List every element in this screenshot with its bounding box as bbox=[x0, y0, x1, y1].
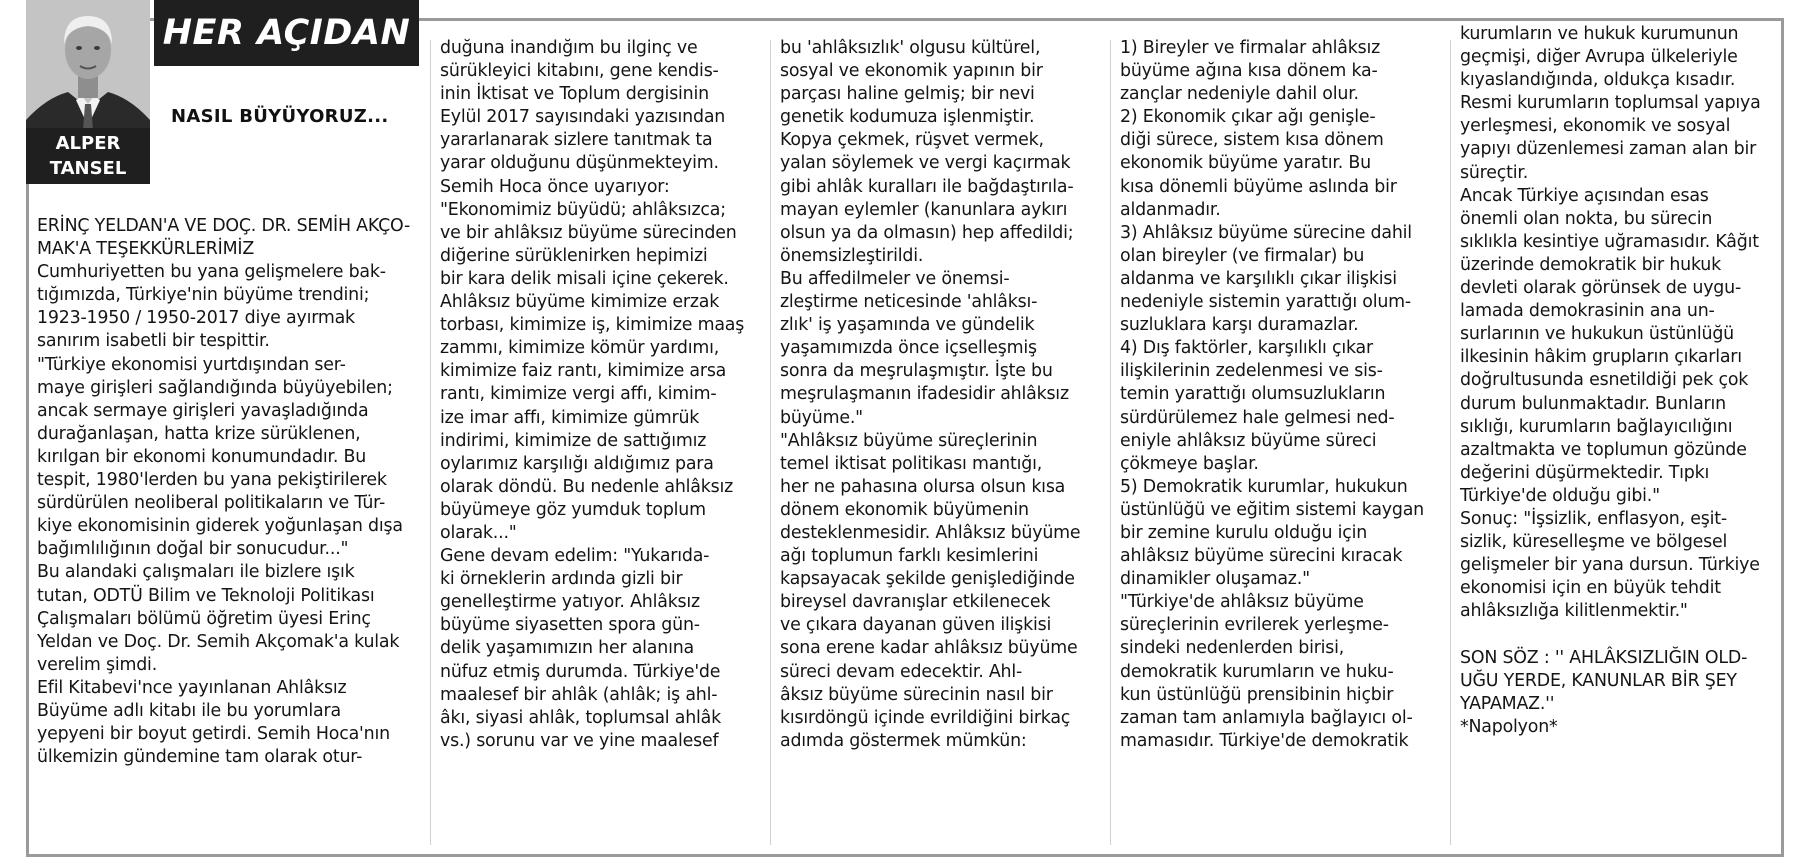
author-first-name: ALPER bbox=[55, 133, 121, 154]
column-divider bbox=[770, 40, 771, 845]
column-divider bbox=[1450, 40, 1451, 845]
article-column-4: 1) Bireyler ve firmalar ahlâksız büyüme ağına kısa dönem ka- zançlar nedeniyle dahil olur. 2) Ekonomik çıkar ağı genişle- diği sürece, sistem kısa dönem ekonomik büyüme yaratır. Bu kısa dönemli büyüme aslında bir aldanmadır. 3) Ahlâksız büyüme sürecine dahil olan bireyler (ve firmalar) bu aldanma ve karşılıklı çıkar ilişkisi nedeniyle sistemin yarattığı olum- suzluklara karşı duramazlar. 4) Dış faktörler, karşılıklı çıkar ilişkilerinin zedelenmesi ve sis- temin yarattığı olumsuzlukların sürdürülemez hale gelmesi ned- eniyle ahlâksız büyüme süreci çökmeye başlar. 5) Demokratik kurumlar, hukukun üstünlüğü ve eğitim sistemi kaygan bir zemine kurulu olduğu için ahlâksız büyüme sürecini kıracak dinamikler oluşamaz." "Türkiye'de ahlâksız büyüme süreçlerinin evrilerek yerleşme- sindeki nedenlerden birisi, demokratik kurumların ve huku- kun üstünlüğü prensibinin hiçbir zaman tam anlamıyla bağlayıcı ol- mamasıdır. Türkiye'de demokratik bbox=[1120, 38, 1424, 751]
article-column-3: bu 'ahlâksızlık' olgusu kültürel, sosyal ve ekonomik yapının bir parçası haline gelmiş; bir nevi genetik kodumuza işlenmiştir. Kopya çekmek, rüşvet vermek, yalan söylemek ve vergi kaçırmak gibi ahlâk kuralları ile bağdaştırıla- mayan eylemler (kanunlara aykırı olsun ya da olmasın) hep affedildi; önemsizleştirildi. Bu affedilmeler ve önemsi- zleştirme neticesinde 'ahlâksı- zlık' iş yaşamında ve gündelik yaşamımızda önce içselleşmiş sonra da meşrulaşmıştır. İşte bu meşrulaşmanın ifadesidir ahlâksız büyüme." "Ahlâksız büyüme süreçlerinin temel iktisat politikası mantığı, her ne pahasına olursa olsun kısa dönem ekonomik büyümenin desteklenmesidir. Ahlâksız büyüme ağı toplumun farklı kesimlerini kapsayacak şekilde genişlediğinde bireysel davranışlar etkilenecek ve çıkara dayanan güven ilişkisi sona erene kadar ahlâksız büyüme süreci devam edecektir. Ahl- âksız büyüme sürecinin nasıl bir kısırdöngü içinde evrildiğini birkaç adımda göstermek mümkün: bbox=[780, 38, 1081, 751]
article-column-5: kurumların ve hukuk kurumunun geçmişi, diğer Avrupa ülkeleriyle kıyaslandığında, oldukça kısadır. Resmi kurumların toplumsal yapıya yerleşmesi, ekonomik ve sosyal yapıyı düzenlemesi zaman alan bir süreçtir. Ancak Türkiye açısından esas önemli olan nokta, bu sürecin sıklıkla kesintiye uğramasıdır. Kâğıt üzerinde demokratik bir hukuk devleti olarak görünsek de uygu- lamada demokrasinin ana un- surlarının ve hukukun üstünlüğü ilkesinin hâkim grupların çıkarları doğrultusunda esnetildiği pek çok durum bulunmaktadır. Bunların sıklığı, kurumların bağlayıcılığını azaltmakta ve toplumun gözünde değerini düşürmektedir. Tıpkı Türkiye'de olduğu gibi." Sonuç: "İşsizlik, enflasyon, eşit- sizlik, küreselleşme ve bölgesel gelişmeler bir yana dursun. Türkiye ekonomisi için en büyük tehdit ahlâksızlığa kilitlenmektir." SON SÖZ : '' AHLÂKSIZLIĞIN OLD- UĞU YERDE, KANUNLAR BİR ŞEY YAPAMAZ.'' *Napolyon* bbox=[1460, 24, 1761, 737]
column-divider bbox=[430, 40, 431, 845]
author-name-box bbox=[26, 128, 150, 184]
column-divider bbox=[1110, 40, 1111, 845]
author-last-name: TANSEL bbox=[49, 158, 127, 179]
section-title: HER AÇIDAN bbox=[154, 0, 419, 66]
article-column-1: ERİNÇ YELDAN'A VE DOÇ. DR. SEMİH AKÇO- MAK'A TEŞEKKÜRLERİMİZ Cumhuriyetten bu yana gelişmelere bak- tığımızda, Türkiye'nin büyüme trendini; 1923-1950 / 1950-2017 diye ayırmak sanırım isabetli bir tespittir. "Türkiye ekonomisi yurtdışından ser- maye girişleri sağlandığında büyüyebilen; ancak sermaye girişleri yavaşladığında durağanlaşan, hatta krize sürüklenen, kırılgan bir ekonomi konumundadır. Bu tespit, 1980'lerden bu yana pekiştirilerek sürdürülen neoliberal politikaların ve Tür- kiye ekonomisinin giderek yoğunlaşan dışa bağımlılığının doğal bir sonucudur..." Bu alandaki çalışmaları ile bizlere ışık tutan, ODTÜ Bilim ve Teknoloji Politikası Çalışmaları bölümü öğretim üyesi Erinç Yeldan ve Doç. Dr. Semih Akçomak'a kulak verelim şimdi. Efil Kitabevi'nce yayınlanan Ahlâksız Büyüme adlı kitabı ile bu yorumlara yepyeni bir boyut getirdi. Semih Hoca'nın ülkemizin gündemine tam olarak otur- bbox=[37, 216, 411, 768]
article-column-2: duğuna inandığım bu ilginç ve sürükleyici kitabını, gene kendis- inin İktisat ve Toplum dergisinin Eylül 2017 sayısındaki yazısından yararlanarak sizlere tanıtmak ta yarar olduğunu düşünmekteyim. Semih Hoca önce uyarıyor: "Ekonomimiz büyüdü; ahlâksızca; ve bir ahlâksız büyüme sürecinden diğerine sürüklenirken hepimizi bir kara delik misali içine çekerek. Ahlâksız büyüme kimimize erzak torbası, kimimize iş, kimimize maaş zammı, kimimize kömür yardımı, kimimize faiz rantı, kimimize arsa rantı, kimimize vergi affı, kimim- ize imar affı, kimimize gümrük indirimi, kimimize de sattığımız oylarımız karşılığı aldığımız para olarak döndü. Bu nedenle ahlâksız büyümeye göz yumduk toplum olarak..." Gene devam edelim: "Yukarıda- ki örneklerin ardında gizli bir genelleştirme yatıyor. Ahlâksız büyüme siyasetten spora gün- delik yaşamımızın her alanına nüfuz etmiş durumda. Türkiye'de maalesef bir ahlâk (ahlâk; iş ahl- âkı, siyasi ahlâk, toplumsal ahlâk vs.) sorunu var ve yine maalesef bbox=[440, 38, 745, 751]
article-title: NASIL BÜYÜYORUZ... bbox=[171, 106, 389, 127]
